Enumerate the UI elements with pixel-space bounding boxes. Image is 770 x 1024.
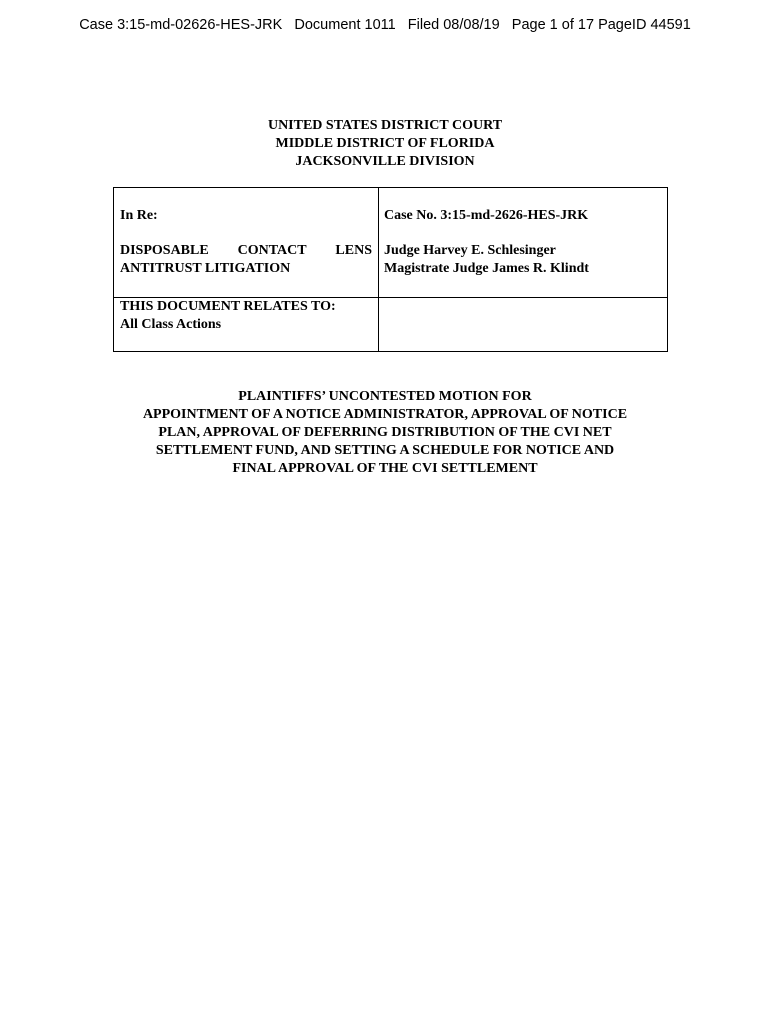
case-caption-box — [113, 187, 668, 352]
caption-right-top — [384, 207, 589, 278]
in-re-label: In Re: — [120, 208, 158, 223]
case-title-line1 — [120, 242, 372, 260]
case-title-word3: LENS — [335, 243, 372, 258]
court-name: UNITED STATES DISTRICT COURT — [267, 118, 503, 133]
header-page-id: PageID 44591 — [598, 17, 691, 33]
header-case-number: Case 3:15-md-02626-HES-JRK — [79, 17, 283, 33]
caption-vertical-divider — [378, 188, 379, 351]
document-header — [0, 17, 770, 33]
judge-name: Judge Harvey E. Schlesinger — [384, 243, 556, 258]
motion-title-line5: FINAL APPROVAL OF THE CVI SETTLEMENT — [232, 461, 538, 476]
motion-title-line2: APPOINTMENT OF A NOTICE ADMINISTRATOR, APPROVAL OF NOTICE — [142, 407, 628, 422]
relates-to-value: All Class Actions — [120, 317, 222, 332]
header-document-number: Document 1011 — [294, 17, 396, 33]
court-division: JACKSONVILLE DIVISION — [295, 154, 475, 169]
motion-title-line4: SETTLEMENT FUND, AND SETTING A SCHEDULE FOR NOTICE AND — [155, 443, 615, 458]
case-title-word1: DISPOSABLE — [120, 243, 209, 258]
court-district: MIDDLE DISTRICT OF FLORIDA — [275, 136, 495, 151]
caption-left-top — [120, 207, 372, 278]
court-heading — [0, 117, 770, 171]
case-number: Case No. 3:15-md-2626-HES-JRK — [384, 208, 589, 223]
case-title-word2: CONTACT — [237, 243, 307, 258]
caption-left-bottom — [120, 298, 336, 334]
header-filed-date: Filed 08/08/19 — [407, 17, 500, 33]
motion-title-line3: PLAN, APPROVAL OF DEFERRING DISTRIBUTION OF THE CVI NET — [158, 425, 612, 440]
motion-title-line1: PLAINTIFFS’ UNCONTESTED MOTION FOR — [238, 389, 532, 404]
relates-to-label: THIS DOCUMENT RELATES TO: — [120, 299, 336, 314]
header-page-number: Page 1 of 17 — [511, 17, 595, 33]
motion-title — [0, 388, 770, 478]
case-title-line2: ANTITRUST LITIGATION — [120, 261, 291, 276]
magistrate-judge-name: Magistrate Judge James R. Klindt — [384, 261, 589, 276]
